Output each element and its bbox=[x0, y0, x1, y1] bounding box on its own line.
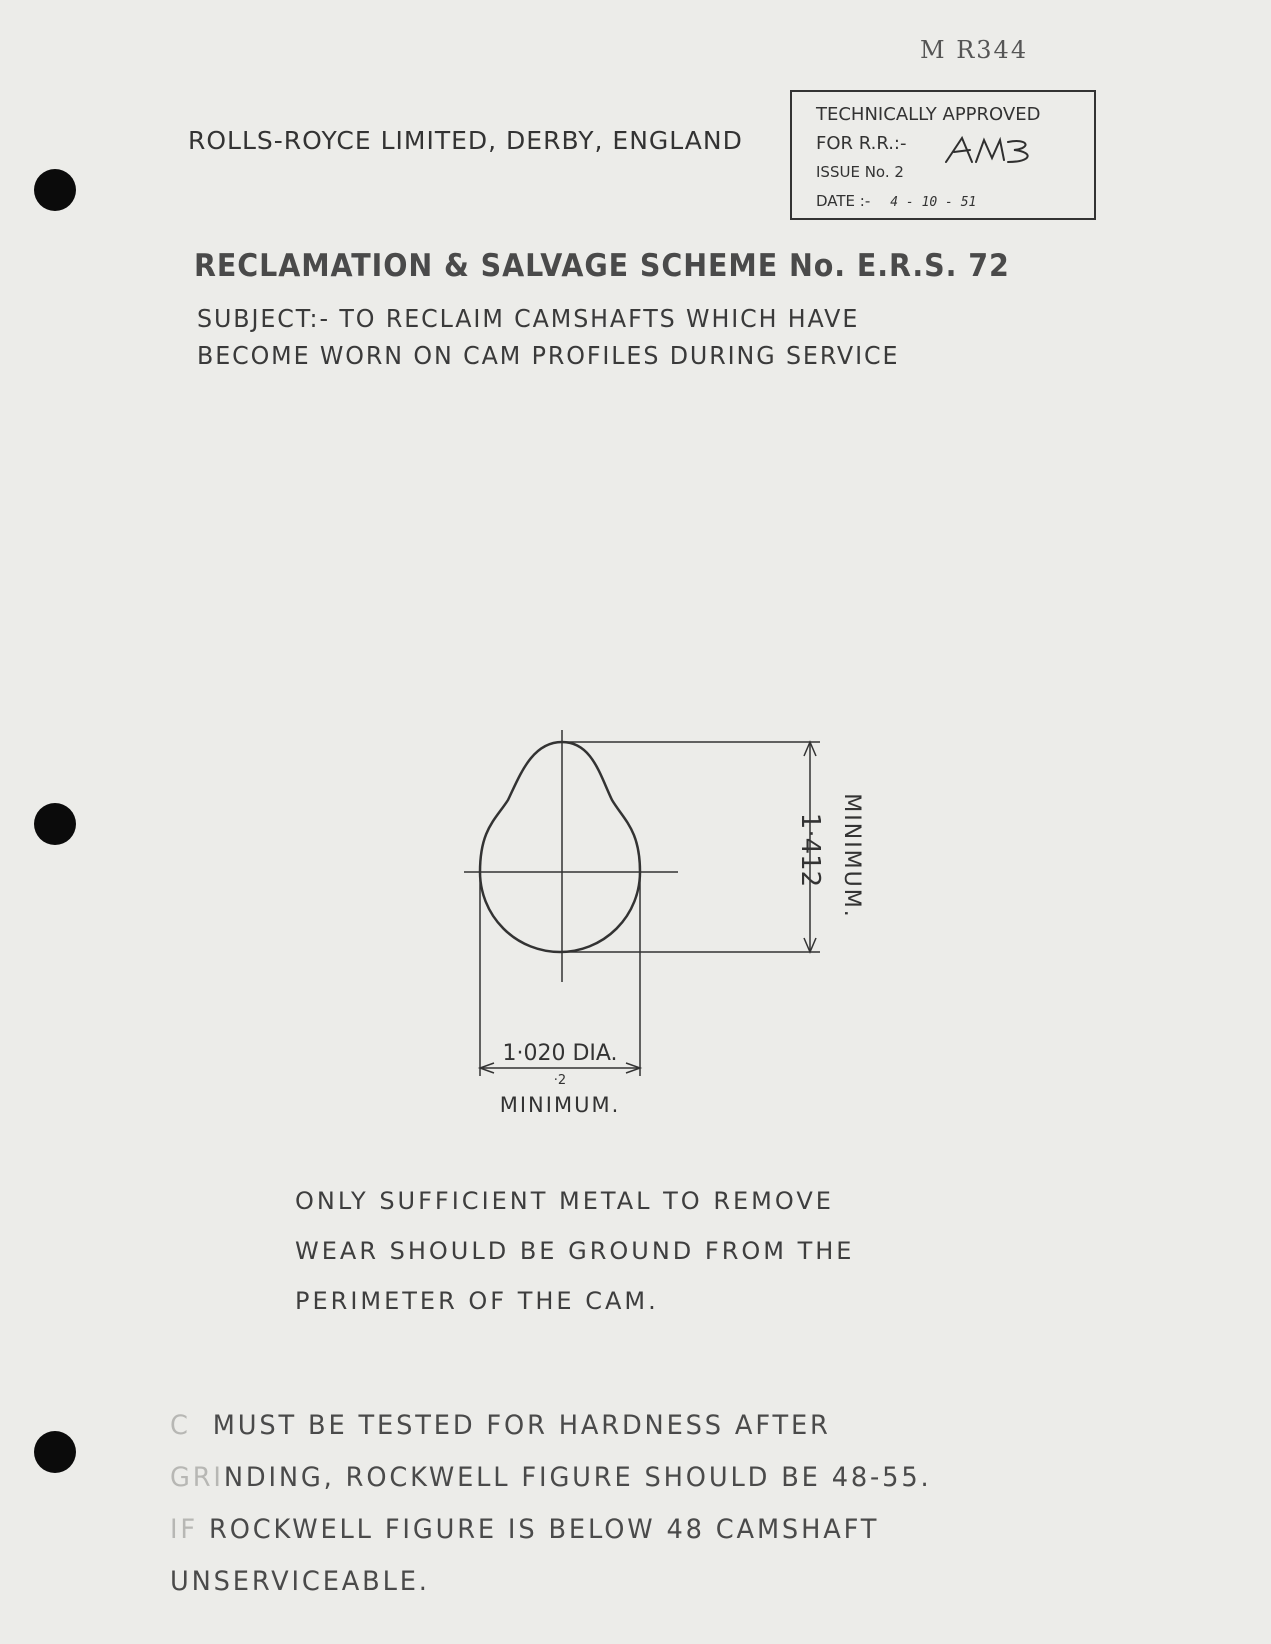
diameter-value: 1·020 DIA. bbox=[502, 1041, 618, 1066]
approval-date bbox=[816, 187, 1080, 217]
punch-hole-bottom bbox=[34, 1431, 76, 1473]
subject-line-2: BECOME WORN ON CAM PROFILES DURING SERVICE bbox=[197, 341, 900, 370]
cam-outline bbox=[480, 742, 640, 952]
hardness-line-2-text: NDING, ROCKWELL FIGURE SHOULD BE 48-55. bbox=[223, 1462, 932, 1493]
subject-block bbox=[197, 300, 899, 374]
hardness-line-4: UNSERVICEABLE. bbox=[170, 1566, 430, 1597]
hardness-line-3 bbox=[170, 1504, 931, 1556]
company-name: ROLLS-ROYCE LIMITED, DERBY, ENGLAND bbox=[188, 126, 743, 155]
hardness-line-1-text: MUST BE TESTED FOR HARDNESS AFTER bbox=[212, 1410, 831, 1441]
punch-hole-middle bbox=[34, 803, 76, 845]
hardness-line-1 bbox=[170, 1400, 931, 1452]
approval-line-1: TECHNICALLY APPROVED bbox=[816, 104, 1041, 125]
cam-profile-diagram bbox=[440, 720, 880, 1130]
approval-line-2: FOR R.R.:- bbox=[816, 133, 907, 154]
reference-code: M R344 bbox=[920, 36, 1029, 64]
hardness-line-2-faded: GRI bbox=[170, 1462, 224, 1493]
punch-hole-top bbox=[34, 169, 76, 211]
diameter-note: MINIMUM. bbox=[499, 1093, 621, 1117]
approval-stamp bbox=[790, 90, 1096, 220]
subject-line-1: SUBJECT:- TO RECLAIM CAMSHAFTS WHICH HAVE bbox=[197, 304, 860, 333]
hardness-line-2 bbox=[170, 1452, 931, 1504]
hardness-line-1-faded: C bbox=[170, 1410, 191, 1441]
note-line-1: ONLY SUFFICIENT METAL TO REMOVE bbox=[295, 1187, 834, 1215]
hardness-instructions bbox=[170, 1400, 931, 1608]
approval-date-label: DATE :- bbox=[816, 192, 871, 210]
grinding-note bbox=[295, 1176, 854, 1326]
signature-mark bbox=[942, 132, 1042, 170]
diameter-sub-value: ·2 bbox=[553, 1073, 567, 1088]
approval-issue: ISSUE No. 2 bbox=[816, 163, 904, 181]
note-line-2: WEAR SHOULD BE GROUND FROM THE bbox=[295, 1237, 855, 1265]
approval-date-value: 4 - 10 - 51 bbox=[890, 195, 977, 210]
height-note: MINIMUM. bbox=[839, 793, 864, 919]
scheme-title: RECLAMATION & SALVAGE SCHEME No. E.R.S. 72 bbox=[194, 248, 1010, 284]
hardness-line-3-faded: IF bbox=[170, 1514, 199, 1545]
height-value: 1·412 bbox=[795, 812, 825, 888]
hardness-line-3-text: ROCKWELL FIGURE IS BELOW 48 CAMSHAFT bbox=[209, 1514, 880, 1545]
note-line-3: PERIMETER OF THE CAM. bbox=[295, 1287, 659, 1315]
